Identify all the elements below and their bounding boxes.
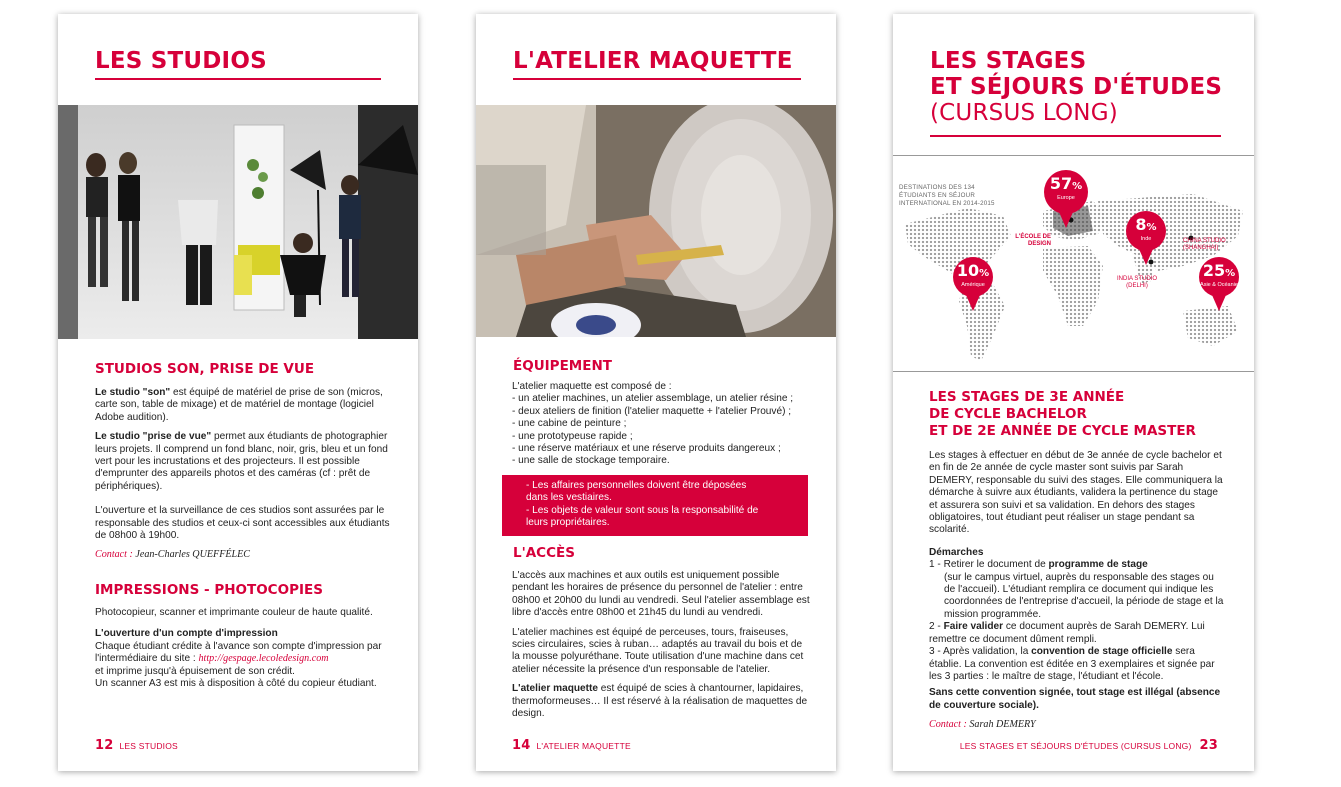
pin-amerique: 10% Amérique	[953, 257, 993, 297]
studio-photo	[58, 105, 418, 339]
title-rule	[930, 135, 1221, 137]
acces-p1: L'accès aux machines et aux outils est uniquement possible pendant les horaires de présence du personnel de l'atelier : entre 08h00 et 20h00 du lundi au vendredi. Seul l'atelier assemblage est libre d'accès entre 08h00 et 21h45 du lundi au vendredi.	[512, 570, 810, 619]
studio-pdv-label: Le studio "prise de vue"	[95, 431, 212, 443]
map-label-india: INDIA STUDIO (DELHI)	[1117, 276, 1158, 289]
list-item: - une salle de stockage temporaire.	[512, 455, 670, 467]
compte-text-2: et imprime jusqu'à épuisement de son crédit.	[95, 665, 295, 677]
stages-title-line-1: LES STAGES DE 3E ANNÉE	[929, 389, 1125, 405]
surveillance-text: L'ouverture et la surveillance de ces studios sont assurées par le responsable des studios et ceux-ci sont accessibles aux étudiants de 08h00 à 19h00.	[95, 505, 390, 542]
title-line-1: LES STAGES	[930, 48, 1087, 74]
page-title: LES STUDIOS	[95, 48, 267, 74]
warning-text: Sans cette convention signée, tout stage est illégal (absence de couverture sociale).	[929, 687, 1221, 711]
photocopieur-text: Photocopieur, scanner et imprimante couleur de haute qualité.	[95, 607, 373, 618]
title-line-2: ET SÉJOURS D'ÉTUDES	[930, 74, 1223, 100]
list-item: - une réserve matériaux et une réserve produits dangereux ;	[512, 443, 781, 455]
pin-region: Inde	[1140, 236, 1152, 242]
page-les-studios	[58, 14, 418, 771]
list-item: - une prototypeuse rapide ;	[512, 430, 633, 442]
page-title	[930, 48, 1222, 126]
section-title-studios-son: STUDIOS SON, PRISE DE VUE	[95, 361, 315, 377]
page-number: 12	[95, 738, 114, 753]
impressions-text	[95, 607, 395, 690]
contact-line	[95, 549, 391, 561]
page-title: L'ATELIER MAQUETTE	[513, 48, 793, 74]
footer-label: LES STAGES ET SÉJOURS D'ÉTUDES (CURSUS LONG)	[959, 741, 1192, 751]
footer-label: L'ATELIER MAQUETTE	[536, 741, 631, 751]
contact-label: Contact :	[929, 719, 970, 731]
title-line-3: (CURSUS LONG)	[930, 100, 1118, 126]
page-number: 14	[512, 738, 531, 753]
step-3: 3 - Après validation, la convention de stage officielle sera établie. La convention est éditée en 3 exemplaires et signée par les 3 parties : le maître de stage, l'étudiant et l'école.	[929, 646, 1215, 682]
equipement-list	[512, 393, 812, 467]
map-caption: DESTINATIONS DES 134 ÉTUDIANTS EN SÉJOUR INTERNATIONAL EN 2014-2015	[899, 184, 995, 207]
pin-region: Europe	[1057, 195, 1075, 201]
page-number: 23	[1199, 738, 1218, 753]
studio-pdv-text: permet aux étudiants de photographier leurs projets. Il comprend un fond blanc, noir, gris, bleu et un fond vert pour les incrustations et des projecteurs. Il est possible d'emprunter des appareils photos et des caméras (cf : prêt de périphériques).	[95, 431, 388, 492]
page-stages	[893, 14, 1254, 771]
notice-objets: - Les objets de valeur sont sous la responsabilité de leurs propriétaires.	[526, 504, 759, 529]
title-rule	[513, 78, 801, 80]
contact-name: Sarah DEMERY	[969, 719, 1036, 731]
contact-label: Contact :	[95, 549, 136, 561]
page-atelier-maquette	[476, 14, 836, 771]
demarches-title: Démarches	[929, 546, 984, 558]
acces-p2: L'atelier machines est équipé de perceuses, tours, fraiseuses, scies circulaires, scies à ruban… adaptés au travail du bois et de la mousse polyuréthane. Toute utilisation d'une machine dans cet atelier nécessite la présence d'un responsable de l'atelier.	[512, 626, 804, 675]
step-1: 1 - Retirer le document de programme de stage	[929, 559, 1148, 571]
pin-region: Amérique	[961, 282, 985, 288]
gespage-link[interactable]: http://gespage.lecoledesign.com	[198, 653, 329, 665]
compte-text-1: Chaque étudiant crédite à l'avance son compte d'impression par l'intermédiaire du site :	[95, 640, 382, 665]
map-label-china: CHINA STUDIO (SHANGHAI)	[1183, 238, 1226, 251]
map-bottom-rule	[893, 371, 1254, 372]
page-footer	[512, 738, 631, 753]
step-1-detail: (sur le campus virtuel, auprès du responsable des stages ou de l'accueil). L'étudiant remplira ce document qui indique les coordonnées de l'entreprise d'accueil, la période de stage et la mission programmée.	[944, 571, 1224, 620]
pin-inde: 8% Inde	[1126, 211, 1166, 251]
step-2: 2 - Faire valider ce document auprès de Sarah DEMERY. Lui remettre ce document dûment rempli.	[929, 621, 1205, 645]
list-item: - une cabine de peinture ;	[512, 418, 627, 430]
destinations-map	[893, 156, 1254, 371]
section-title-impressions: IMPRESSIONS - PHOTOCOPIES	[95, 582, 323, 598]
acces-p3: est équipé de scies à chantourner, lapidaires, thermoformeuses… Il est réservé à la réalisation de maquettes de design.	[512, 683, 808, 720]
map-label-ecole: L'ÉCOLE DE DESIGN	[1015, 234, 1051, 247]
stages-intro: Les stages à effectuer en début de 3e année de cycle bachelor et en fin de 2e année de cycle master sont suivis par Sarah DEMERY, responsable du suivi des stages. Elle communiquera la démarche à suivre aux étudiants, validera la pertinence du stage et assurera son suivi et sa validation. En dehors des stages obligatoires, tout étudiant peut réaliser un stage pendant sa scolarité.	[929, 450, 1223, 536]
equipement-text	[512, 381, 812, 468]
studios-text	[95, 387, 391, 569]
stages-title-line-3: ET DE 2E ANNÉE DE CYCLE MASTER	[929, 423, 1196, 439]
notice-affaires: - Les affaires personnelles doivent être déposées dans les vestiaires.	[526, 480, 747, 504]
page-footer	[960, 738, 1218, 753]
stages-text	[929, 450, 1225, 739]
contact-line	[929, 719, 1225, 731]
acces-text	[512, 570, 810, 727]
list-item: - deux ateliers de finition (l'atelier maquette + l'atelier Prouvé) ;	[512, 405, 792, 417]
footer-label: LES STUDIOS	[119, 741, 178, 751]
pin-europe: 57% Europe	[1044, 170, 1088, 214]
studio-son-text: est équipé de matériel de prise de son (micros, carte son, table de mixage) et de matériel de montage (logiciel Adobe audition).	[95, 387, 383, 423]
stages-title-line-2: DE CYCLE BACHELOR	[929, 406, 1087, 422]
compte-title: L'ouverture d'un compte d'impression	[95, 628, 278, 640]
pin-region: Asie & Océanie	[1200, 282, 1238, 288]
list-item: - un atelier machines, un atelier assemblage, un atelier résine ;	[512, 393, 794, 405]
section-title-acces: L'ACCÈS	[513, 545, 575, 561]
atelier-maquette-label: L'atelier maquette	[512, 683, 598, 695]
contact-name: Jean-Charles QUEFFÉLEC	[135, 549, 251, 561]
title-rule	[95, 78, 381, 80]
atelier-photo	[476, 105, 836, 337]
equipement-intro: L'atelier maquette est composé de :	[512, 381, 672, 392]
section-title-equipement: ÉQUIPEMENT	[513, 358, 612, 374]
notice-box	[502, 475, 808, 536]
stages-title	[929, 389, 1196, 440]
studio-son-label: Le studio "son"	[95, 387, 171, 398]
pin-asie-oceanie: 25% Asie & Océanie	[1199, 257, 1239, 297]
compte-text-3: Un scanner A3 est mis à disposition à côté du copieur étudiant.	[95, 678, 377, 690]
page-footer	[95, 738, 178, 753]
